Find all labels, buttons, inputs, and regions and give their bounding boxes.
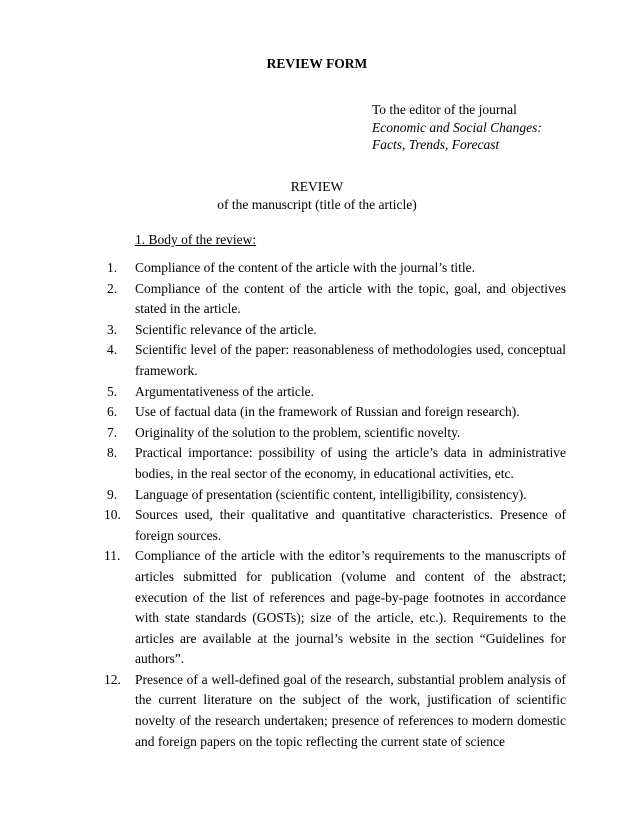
review-title: REVIEW [290,179,344,194]
criteria-item [0,340,566,381]
criteria-item [0,258,566,279]
item-text: Sources used, their qualitative and quantitative characteristics. Presence of foreign sources. [135,507,566,543]
item-text: Language of presentation (scientific content, intelligibility, consistency). [135,486,527,502]
section-heading: 1. Body of the review: [135,232,257,247]
item-text: Compliance of the article with the editor’s requirements to the manuscripts of articles submitted for publication (volume and content of the abstract; execution of the list of references and page-by-page footnotes in accordance with state standards (GOSTs); size of the article, etc.). Requirements to the articles are available at the journal’s website in the section “Guidelines for authors”. [135,548,566,667]
item-number: 9. [107,486,118,502]
item-number: 5. [107,383,118,399]
criteria-item [0,402,566,423]
form-title: REVIEW FORM [266,56,368,71]
addressee-block [372,101,612,154]
item-number: 2. [107,280,118,296]
item-number: 4. [107,342,118,358]
journal-name-line-2: Facts, Trends, Forecast [372,137,500,152]
item-text: Presence of a well-defined goal of the research, substantial problem analysis of the current literature on the subject of the work, justification of scientific novelty of the research undertaken; presence of references to modern domestic and foreign papers on the topic reflecting the current state of science [135,671,566,749]
criteria-item [0,670,566,752]
review-subtitle: of the manuscript (title of the article) [217,197,417,212]
item-number: 10. [104,507,121,523]
item-text: Scientific relevance of the article. [135,321,317,337]
item-number: 3. [107,321,118,337]
item-number: 12. [104,671,121,687]
criteria-item [0,320,566,341]
item-text: Practical importance: possibility of using the article’s data in administrative bodies, in the real sector of the economy, in educational activities, etc. [135,445,566,481]
item-text: Scientific level of the paper: reasonableness of methodologies used, conceptual framework. [135,342,566,378]
criteria-item [0,423,566,444]
item-text: Compliance of the content of the article with the topic, goal, and objectives stated in the article. [135,280,566,317]
item-number: 7. [107,424,118,440]
review-heading [0,178,634,214]
criteria-item [0,443,566,484]
item-text: Originality of the solution to the problem, scientific novelty. [135,424,461,440]
item-number: 6. [107,404,118,420]
criteria-item [0,505,566,546]
criteria-list [0,258,634,752]
item-text: Compliance of the content of the article with the journal’s title. [135,260,476,275]
criteria-item [0,546,566,670]
item-number: 11. [104,548,121,564]
item-number: 1. [107,260,118,275]
item-text: Argumentativeness of the article. [135,383,314,399]
item-number: 8. [107,445,118,461]
criteria-item [0,485,566,506]
criteria-item [0,279,566,320]
item-text: Use of factual data (in the framework of Russian and foreign research). [135,404,520,420]
criteria-item [0,382,566,403]
addressee-line: To the editor of the journal [372,102,517,117]
journal-name-line-1: Economic and Social Changes: [372,119,542,135]
